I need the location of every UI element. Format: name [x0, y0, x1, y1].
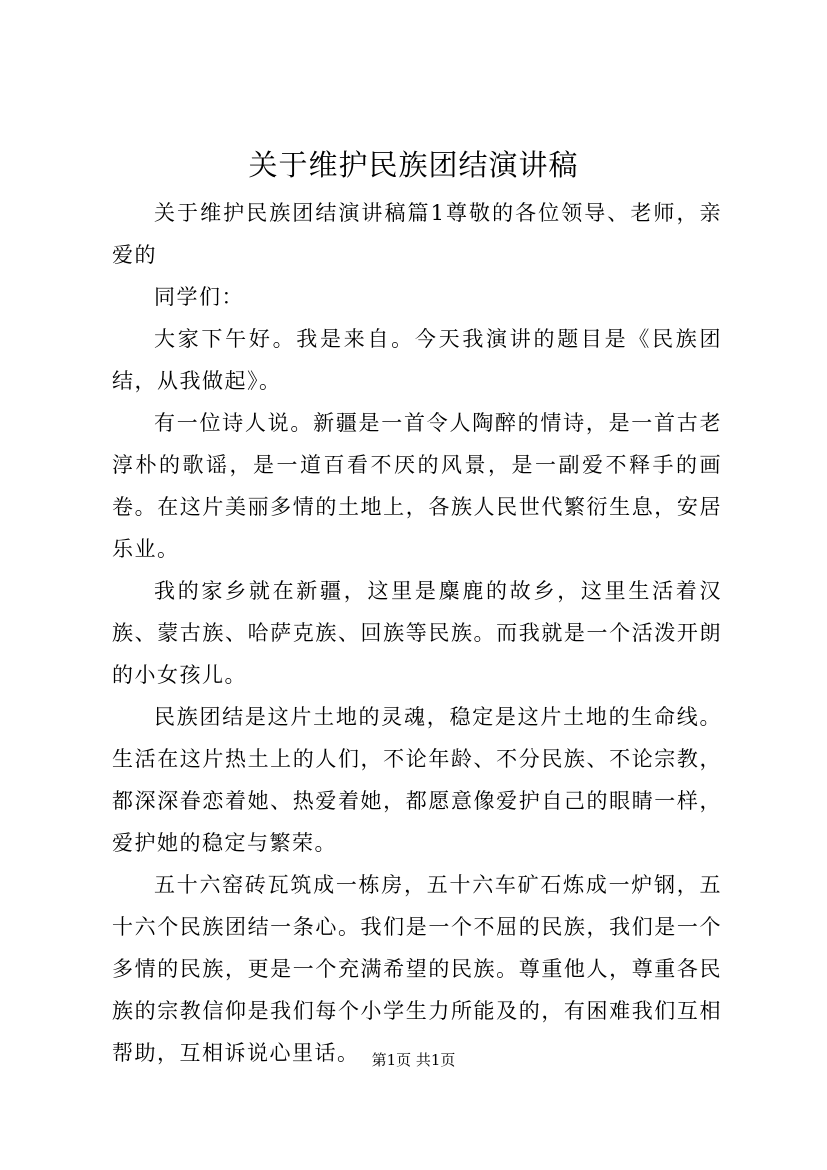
- paragraph-4: 有一位诗人说。新疆是一首令人陶醉的情诗，是一首古老淳朴的歌谣，是一道百看不厌的风景，是一副爱不释手的画卷。在这片美丽多情的土地上，各族人民世代繁衍生息，安居乐业。: [112, 411, 722, 561]
- paragraph-2: 同学们：: [154, 285, 244, 309]
- paragraph-3: 大家下午好。我是来自。今天我演讲的题目是《民族团结，从我做起》。: [112, 327, 722, 393]
- document-body: [112, 192, 722, 1074]
- paragraph-7: 五十六窑砖瓦筑成一栋房，五十六车矿石炼成一炉钢，五十六个民族团结一条心。我们是一个不屈的民族，我们是一个多情的民族，更是一个充满希望的民族。尊重他人，尊重各民族的宗教信仰是我们每个小学生力所能及的，有困难我们互相帮助，互相诉说心里话。: [112, 873, 722, 1065]
- document-title: 关于维护民族团结演讲稿: [248, 148, 579, 182]
- paragraph-6: 民族团结是这片土地的灵魂，稳定是这片土地的生命线。生活在这片热土上的人们，不论年龄、不分民族、不论宗教，都深深眷恋着她、热爱着她，都愿意像爱护自己的眼睛一样，爱护她的稳定与繁荣。: [112, 705, 722, 855]
- paragraph-5: 我的家乡就在新疆，这里是麋鹿的故乡，这里生活着汉族、蒙古族、哈萨克族、回族等民族。而我就是一个活泼开朗的小女孩儿。: [112, 579, 722, 687]
- page-footer: 第1页 共1页: [371, 1051, 456, 1069]
- paragraph-1: 关于维护民族团结演讲稿篇1尊敬的各位领导、老师，亲爱的: [112, 201, 722, 267]
